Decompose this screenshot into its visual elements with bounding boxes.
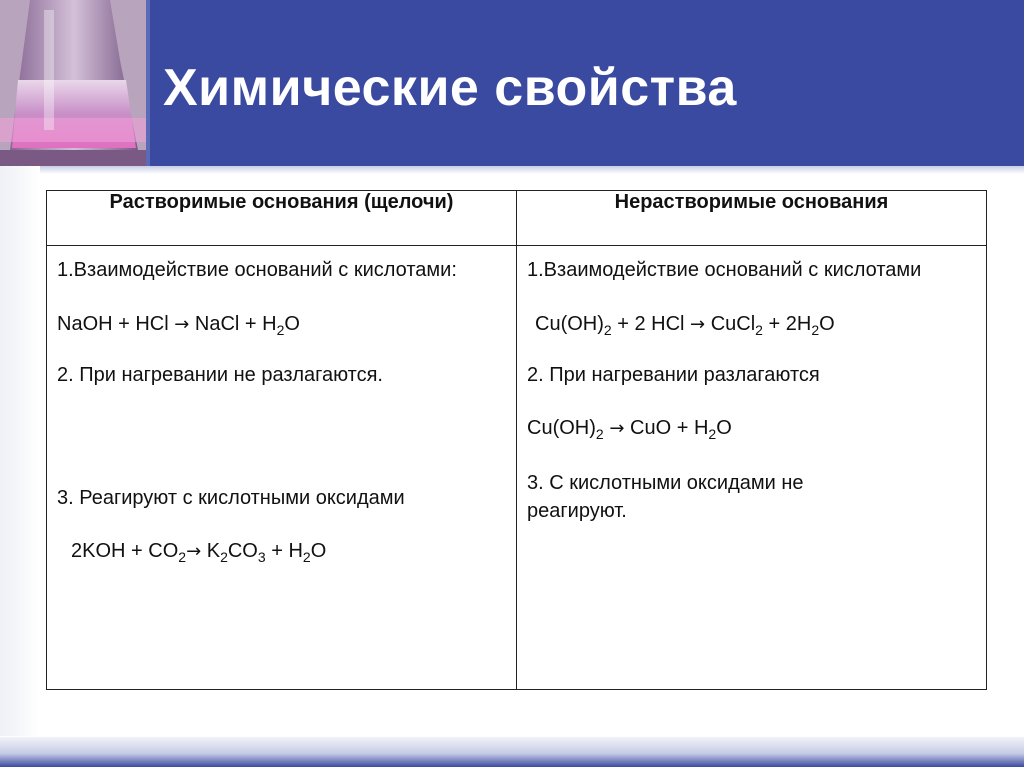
- column-header-insoluble: Нерастворимые основания: [517, 191, 987, 246]
- header-shadow: [0, 166, 1024, 174]
- title-banner: [0, 0, 1024, 166]
- table-header-row: [47, 191, 987, 246]
- right-point-1: 1.Взаимодействие оснований с кислотами: [527, 259, 922, 281]
- soluble-bases-cell: [47, 246, 517, 690]
- left-point-3: 3. Реагируют с кислотными оксидами: [57, 487, 405, 509]
- photo-divider: [146, 0, 150, 166]
- left-equation-3: $2KOH + CO_2\to K_2CO_3 + H_2O$: [71, 540, 327, 565]
- page-title: Химические свойства: [163, 59, 737, 117]
- left-point-1: 1.Взаимодействие оснований с кислотами:: [57, 259, 457, 281]
- right-equation-2: $Cu(OH)_2$ → CuO + $H_2O$: [527, 417, 732, 442]
- left-equation-1: NaOH + HCl → NaCl + $H_2O$: [57, 313, 300, 338]
- insoluble-bases-cell: [517, 246, 987, 690]
- right-point-2: 2. При нагревании разлагаются: [527, 364, 820, 386]
- table-row: [47, 246, 987, 690]
- right-point-3: 3. С кислотными оксидами не реагируют.: [527, 472, 804, 522]
- flask-photo: [0, 0, 148, 166]
- footer-bar: [0, 737, 1024, 767]
- column-header-soluble: Растворимые основания (щелочи): [47, 191, 517, 246]
- right-equation-1: $Cu(OH)_2 + 2$ HCl → CuCl$_2$ + $2H_2O$: [535, 313, 835, 338]
- properties-table: [46, 190, 987, 690]
- side-fade: [0, 166, 40, 736]
- left-point-2: 2. При нагревании не разлагаются.: [57, 364, 383, 386]
